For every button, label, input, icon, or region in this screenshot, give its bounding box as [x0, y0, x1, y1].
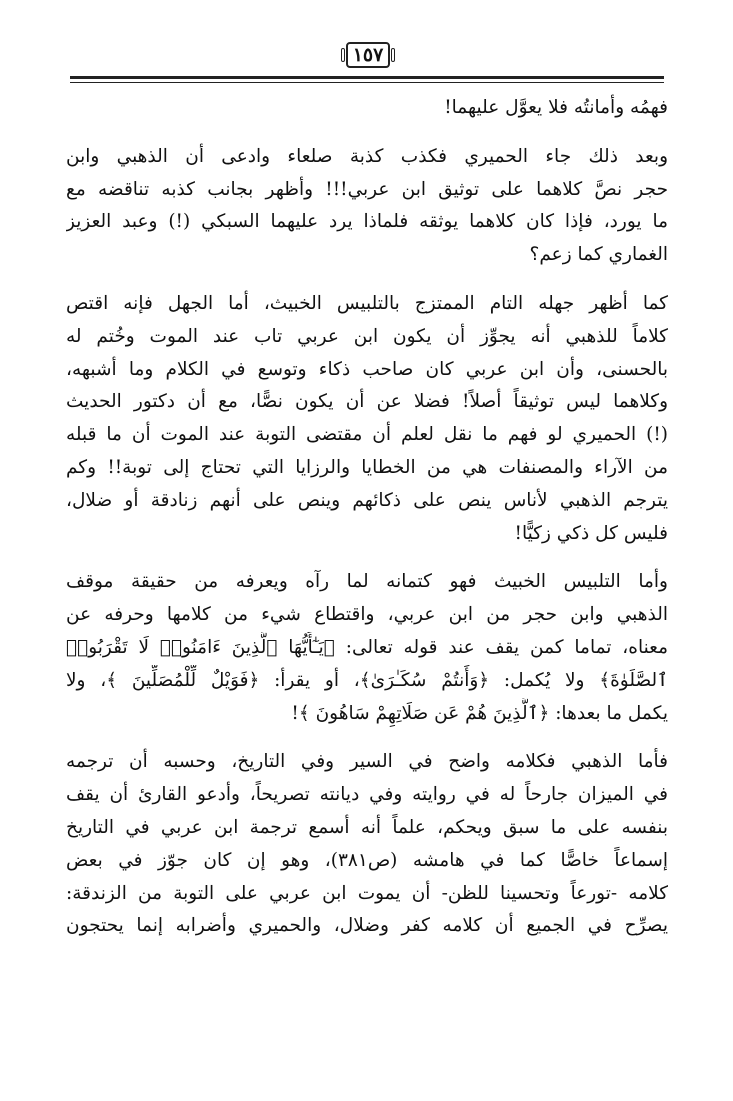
text-line: بنفسه على ما سبق ويحكم، علماً أنه أسمع ترجمة ابن عربي في التاريخ	[66, 816, 668, 838]
text-line: ٱلصَّلَوٰةَ﴾ ولا يُكمل: ﴿وَأَنتُمْ سُكَـٰرَىٰ﴾، أو يقرأ: ﴿فَوَيْلٌ لِّلْمُصَلِّينَ ﴾، ولا	[66, 669, 668, 691]
text-line: حجر نصَّ كلاهما على توثيق ابن عربي!!! وأظهر بجانب كذبه تناقضه مع	[66, 178, 668, 200]
text-line: الغماري كما زعم؟	[529, 244, 668, 266]
text-line: فهمُه وأمانتُه فلا يعوَّل عليهما!	[444, 97, 668, 118]
text-line: فليس كل ذكي زكيًّا!	[514, 522, 668, 544]
page-number: ١٥٧	[346, 42, 390, 68]
text-line: (!) الحميري لو فهم ما نقل لعلم أن مقتضى التوبة عند الموت أن ما قبله	[66, 424, 668, 446]
paragraph	[66, 746, 668, 943]
text-line: إسماعاً خاصًّا كما في هامشه (ص٣٨١)، وهو إن كان جوّز في بعض	[66, 849, 668, 871]
paragraph	[66, 141, 668, 272]
text-line: في الميزان جارحاً له في روايته وفي ديانته تصريحاً، وأدعو القارئ أن يقف	[66, 784, 668, 806]
text-line: فأما الذهبي فكلامه واضح في السير وفي التاريخ، وحسبه أن ترجمه	[66, 751, 668, 773]
paragraph	[66, 566, 668, 730]
text-line: وبعد ذلك جاء الحميري فكذب كذبة صلعاء وادعى أن الذهبي وابن	[66, 145, 668, 167]
header-rule-thin	[70, 82, 664, 83]
text-line: كلاماً للذهبي أنه يجوِّز أن يكون ابن عربي تاب عند الموت وخُتم له	[66, 325, 668, 347]
text-line: ما يورد، فإذا كان كلاهما يوثقه فلماذا يرد عليهما السبكي (!) وعبد العزيز	[66, 211, 668, 233]
text-line: يكمل ما بعدها: ﴿ٱلَّذِينَ هُمْ عَن صَلَاتِهِمْ سَاهُونَ ﴾!	[291, 702, 668, 724]
text-line: من الآراء والمصنفات هي من الخطايا والرزايا التي تحتاج إلى توبة!! وكم	[66, 456, 668, 478]
text-line: يترجم الذهبي لأناس ينص على ذكائهم وينص على أنهم زنادقة أو ضلال،	[66, 489, 668, 511]
text-line: كلامه -تورعاً وتحسينا للظن- أن يموت ابن عربي على التوبة من الزندقة:	[66, 882, 668, 904]
text-line: وكلاهما ليس توثيقاً أصلاً! فضلا عن أن يكون نصًّا، مع أن دكتور الحديث	[66, 391, 668, 413]
paragraph	[66, 92, 668, 125]
paragraph	[66, 288, 668, 550]
text-line: وأما التلبيس الخبيث فهو كتمانه لما رآه ويعرفه من حقيقة موقف	[66, 571, 668, 593]
text-line: بالحسنى، وأن ابن عربي كان صاحب ذكاء وتوسع في الكلام وما أشبهه،	[66, 358, 668, 380]
text-line: كما أظهر جهله التام الممتزج بالتلبيس الخبيث، أما الجهل فإنه اقتص	[66, 292, 668, 314]
body-text	[66, 92, 668, 943]
text-line: يصرِّح في الجميع أن كلامه كفر وضلال، والحميري وأضرابه إنما يحتجون	[66, 915, 668, 937]
text-line: الذهبي وابن حجر من ابن عربي، واقتطاع شيء من كلامها وحرفه عن	[66, 604, 668, 626]
text-line: معناه، تماما كمن يقف عند قوله تعالى: ﴿يَـٰٓأَيُّهَا ٱلَّذِينَ ءَامَنُوا۟ لَا تَقْرَبُوا۟	[66, 636, 668, 658]
header-rule-thick	[70, 76, 664, 79]
